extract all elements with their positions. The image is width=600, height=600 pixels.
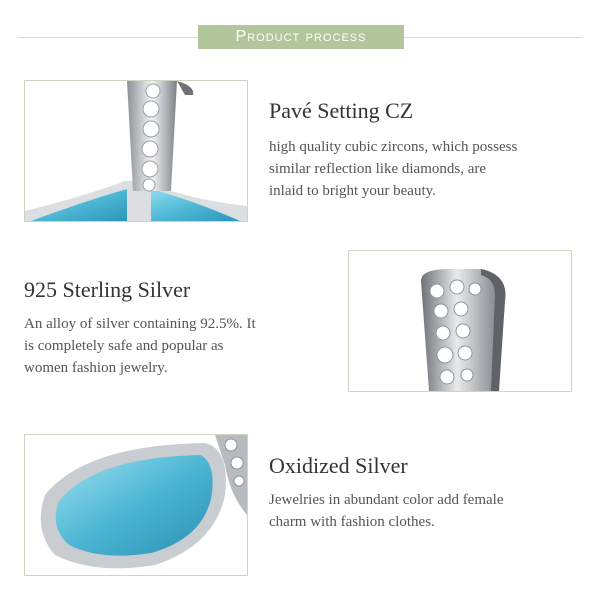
pave-bail-image [25,81,247,221]
desc-line: is completely safe and popular as [24,338,224,354]
desc-line: An alloy of silver containing 92.5%. It [24,316,256,332]
enamel-tail-image [25,435,247,575]
feature-title-pave: Pavé Setting CZ [269,98,414,123]
silver-bail-image [349,251,571,391]
pave-setting-photo [24,80,248,222]
desc-line: women fashion jewelry. [24,360,168,376]
desc-line: high quality cubic zircons, which possess [269,139,518,155]
oxidized-silver-photo [24,434,248,576]
sterling-silver-photo [348,250,572,392]
desc-line: Jewelries in abundant color add female [269,492,504,508]
desc-line: similar reflection like diamonds, are [269,161,487,177]
desc-line: inlaid to bright your beauty. [269,183,436,199]
feature-desc-pave [269,136,569,202]
feature-desc-oxidized [269,489,569,533]
feature-title-silver: 925 Sterling Silver [24,277,191,302]
feature-desc-silver [24,313,324,379]
desc-line: charm with fashion clothes. [269,514,435,530]
feature-title-oxidized: Oxidized Silver [269,453,408,478]
section-header: Product process [198,25,404,49]
